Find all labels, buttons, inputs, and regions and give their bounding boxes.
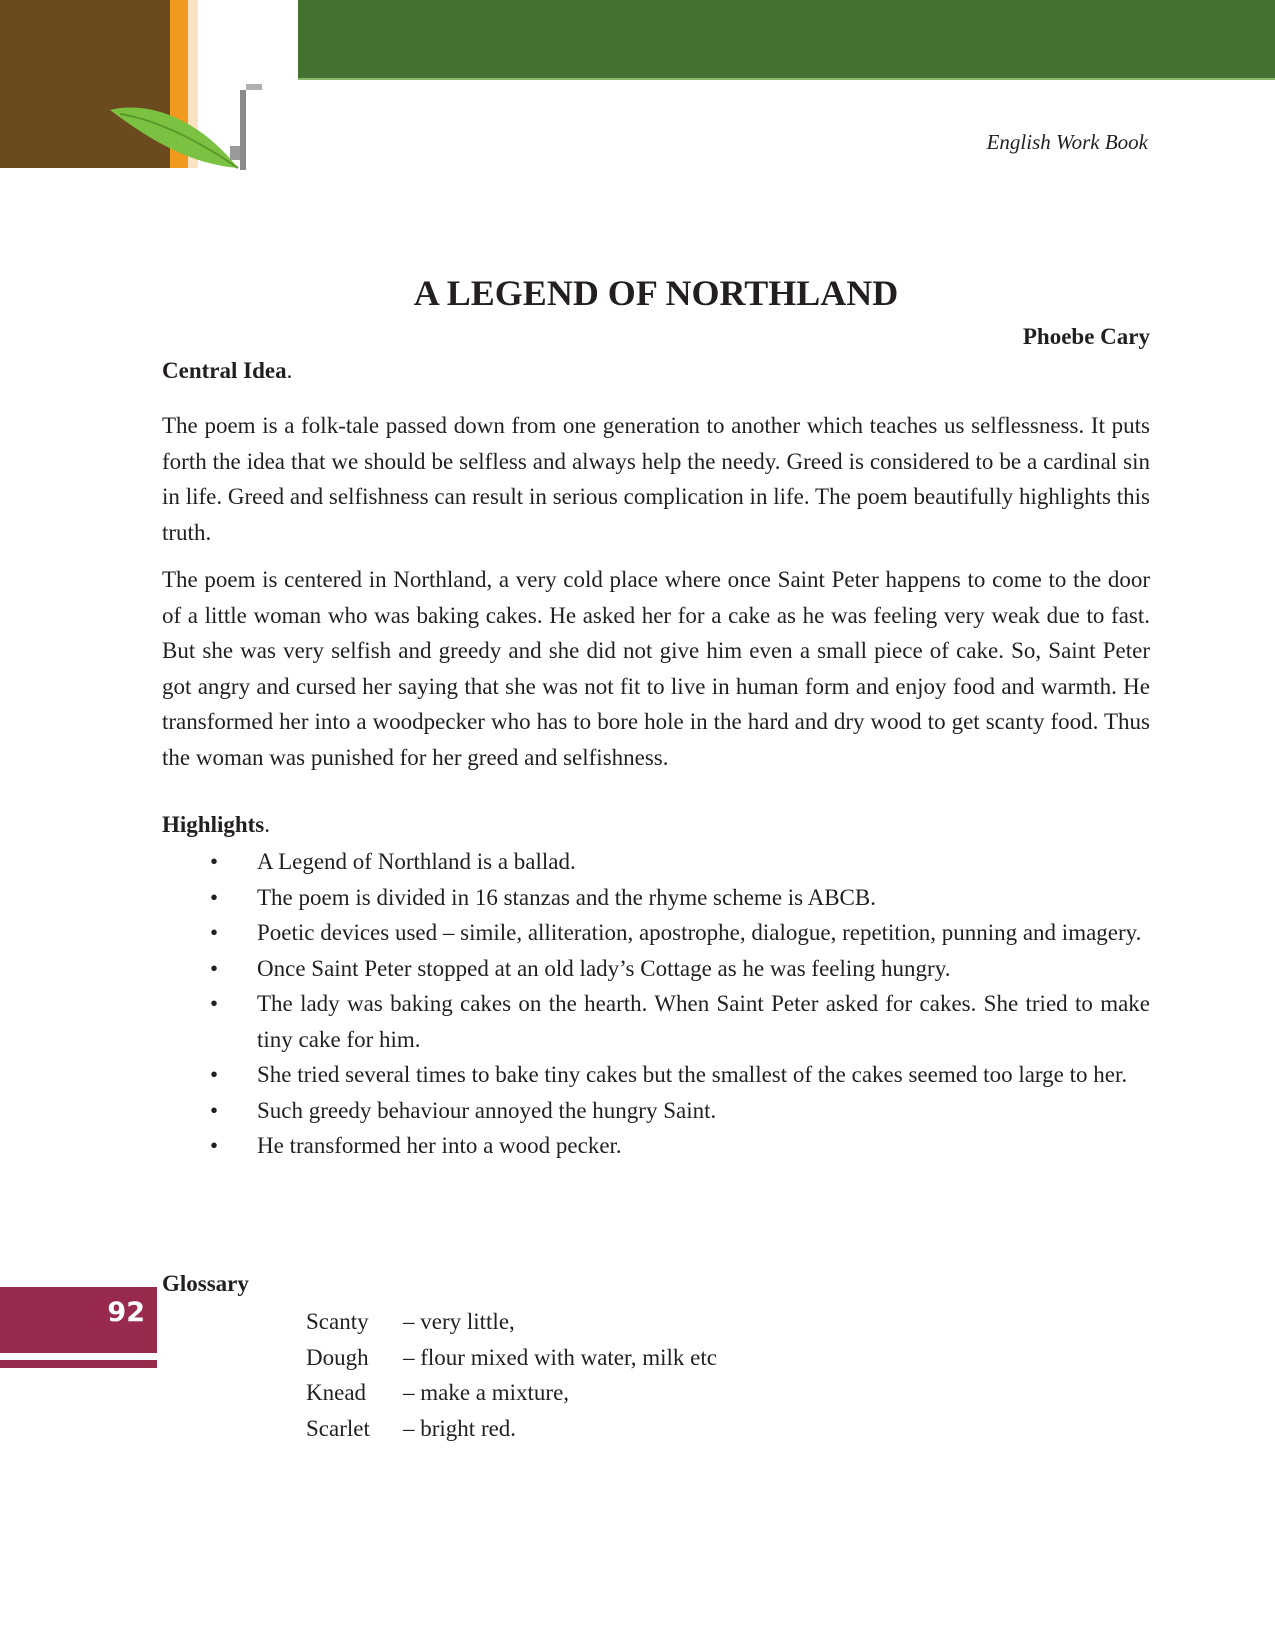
glossary-entry [306, 1340, 717, 1376]
bullet-icon: • [210, 1097, 219, 1123]
page-title: A LEGEND OF NORTHLAND [413, 273, 899, 313]
highlight-item [162, 844, 1150, 880]
highlight-item [162, 915, 1150, 951]
glossary-entry [306, 1411, 717, 1447]
highlight-text: He transformed her into a wood pecker. [257, 1133, 622, 1158]
highlight-item [162, 951, 1150, 987]
highlight-item [162, 986, 1150, 1057]
highlight-text: The lady was baking cakes on the hearth. When Saint Peter asked for cakes. She tried to make tiny cake for him. [257, 991, 1150, 1052]
highlight-text: Such greedy behaviour annoyed the hungry Saint. [257, 1097, 717, 1123]
highlight-item [162, 880, 1150, 916]
glossary-meaning: – flour mixed with water, milk etc [403, 1344, 717, 1370]
highlights-list [162, 844, 1150, 1164]
central-idea-paragraph-1: The poem is a folk-tale passed down from one generation to another which teaches us selflessness. It puts forth the idea that we should be selfless and always help the needy. Greed is considered to be a cardinal sin in life. Greed and selfishness can result in serious complication in life. The poem beautifully highlights this truth. [162, 413, 1150, 545]
author-name: Phoebe Cary [1022, 324, 1150, 349]
highlight-text: She tried several times to bake tiny cakes but the smallest of the cakes seemed too large to her. [257, 1062, 1128, 1087]
highlight-text: Once Saint Peter stopped at an old lady’s Cottage as he was feeling hungry. [257, 955, 951, 981]
highlight-text: The poem is divided in 16 stanzas and the rhyme scheme is ABCB. [257, 884, 876, 910]
glossary-entry [306, 1375, 717, 1411]
highlights-heading: Highlights. [162, 812, 271, 837]
bullet-icon: • [210, 1133, 219, 1158]
highlight-item [162, 1128, 1150, 1164]
glossary-term: Scarlet [306, 1415, 370, 1441]
glossary-list [306, 1304, 717, 1446]
highlight-item [162, 1093, 1150, 1129]
bullet-icon: • [210, 991, 219, 1016]
leaf-icon [110, 100, 250, 172]
bullet-icon: • [210, 955, 219, 981]
highlight-text: A Legend of Northland is a ballad. [257, 849, 576, 874]
header-green-bar [298, 0, 1275, 78]
highlight-item [162, 1057, 1150, 1093]
page-number-tab [0, 1287, 157, 1353]
header-green-line [298, 78, 1275, 80]
glossary-meaning: – bright red. [403, 1415, 517, 1441]
glossary-heading [162, 1271, 249, 1297]
central-idea-paragraph-2: The poem is centered in Northland, a very cold place where once Saint Peter happens to come to the door of a little woman who was baking cakes. He asked her for a cake as he was feeling very weak due to fast. But she was very selfish and greedy and she did not give him even a small piece of cake. So, Saint Peter got angry and cursed her saying that she was not fit to live in human form and enjoy food and warmth. He transformed her into a woodpecker who has to bore hole in the hard and dry wood to get scanty food. Thus the woman was punished for her greed and selfishness. [162, 567, 1150, 770]
bullet-icon: • [210, 884, 219, 910]
central-idea-heading-text: Central Idea [162, 358, 287, 383]
central-idea-heading: Central Idea. [162, 358, 293, 383]
bullet-icon: • [210, 1062, 219, 1087]
page-number: 92 [107, 1297, 145, 1328]
bullet-icon: • [210, 849, 219, 874]
glossary-term: Knead [306, 1380, 367, 1405]
glossary-term: Scanty [306, 1309, 369, 1334]
glossary-meaning: – very little, [403, 1309, 515, 1334]
highlight-text: Poetic devices used – simile, alliteration, apostrophe, dialogue, repetition, punning and imagery. [257, 920, 1142, 945]
glossary-entry [306, 1304, 717, 1340]
glossary-term: Dough [306, 1344, 369, 1370]
sprout-icon [230, 76, 290, 176]
header-book-title: English Work Book [986, 130, 1148, 154]
bullet-icon: • [210, 920, 219, 945]
glossary-heading-text: Glossary [162, 1271, 249, 1296]
glossary-meaning: – make a mixture, [403, 1380, 570, 1405]
page-number-underline [0, 1360, 157, 1368]
highlights-heading-text: Highlights [162, 812, 265, 837]
